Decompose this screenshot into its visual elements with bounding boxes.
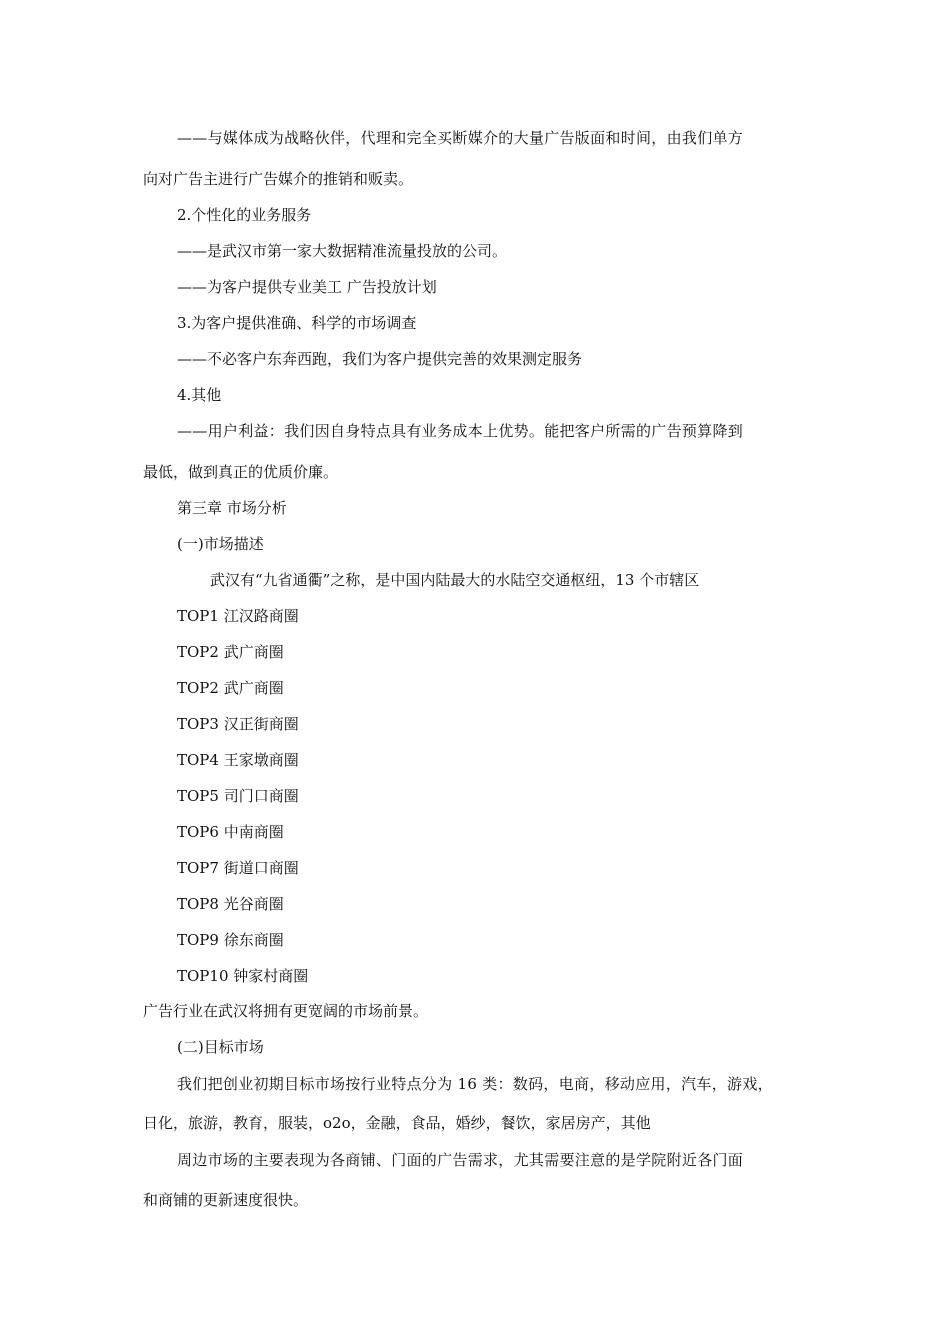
paragraph-user-benefit-line2: 最低，做到真正的优质价廉。 <box>143 463 339 481</box>
list-item: TOP7 街道口商圈 <box>177 859 299 877</box>
list-item: TOP3 汉正街商圈 <box>177 715 299 733</box>
paragraph-media-partner-line1: ——与媒体成为战略伙伴，代理和完全买断媒介的大量广告版面和时间，由我们单方 <box>177 129 744 147</box>
paragraph-surrounding-market-line1: 周边市场的主要表现为各商铺、门面的广告需求，尤其需要注意的是学院附近各门面 <box>177 1151 744 1169</box>
section-heading-market-research: 3.为客户提供准确、科学的市场调查 <box>177 314 417 332</box>
paragraph-surrounding-market-line2: 和商铺的更新速度很快。 <box>143 1191 309 1209</box>
list-item: TOP10 钟家村商圈 <box>177 967 309 985</box>
list-item: TOP1 江汉路商圈 <box>177 607 299 625</box>
paragraph-user-benefit-line1: ——用户利益：我们因自身特点具有业务成本上优势。能把客户所需的广告预算降到 <box>177 422 744 440</box>
paragraph-target-market-line1: 我们把创业初期目标市场按行业特点分为 16 类：数码，电商，移动应用，汽车，游戏， <box>177 1075 773 1093</box>
list-item: ——是武汉市第一家大数据精准流量投放的公司。 <box>177 242 508 260</box>
chapter-title: 第三章 市场分析 <box>177 499 287 517</box>
list-item: TOP8 光谷商圈 <box>177 895 284 913</box>
list-item: ——不必客户东奔西跑，我们为客户提供完善的效果测定服务 <box>177 350 583 368</box>
list-item: ——为客户提供专业美工 广告投放计划 <box>177 278 437 296</box>
list-item: TOP5 司门口商圈 <box>177 787 299 805</box>
paragraph-wuhan-intro: 武汉有“九省通衢”之称，是中国内陆最大的水陆空交通枢纽，13 个市辖区 <box>210 571 700 589</box>
section-title-market-description: (一)市场描述 <box>177 535 264 553</box>
section-heading-other: 4.其他 <box>177 386 222 404</box>
list-item: TOP9 徐东商圈 <box>177 931 284 949</box>
paragraph-media-partner-line2: 向对广告主进行广告媒介的推销和贩卖。 <box>143 170 414 188</box>
section-title-target-market: (二)目标市场 <box>177 1038 264 1056</box>
list-item: TOP6 中南商圈 <box>177 823 284 841</box>
list-item: TOP2 武广商圈 <box>177 679 284 697</box>
list-item: TOP4 王家墩商圈 <box>177 751 299 769</box>
paragraph-market-outlook: 广告行业在武汉将拥有更宽阔的市场前景。 <box>143 1002 429 1020</box>
list-item: TOP2 武广商圈 <box>177 643 284 661</box>
section-heading-personalized-service: 2.个性化的业务服务 <box>177 206 312 224</box>
paragraph-target-market-line2: 日化，旅游，教育，服装，o2o，金融，食品，婚纱，餐饮，家居房产，其他 <box>143 1114 651 1132</box>
